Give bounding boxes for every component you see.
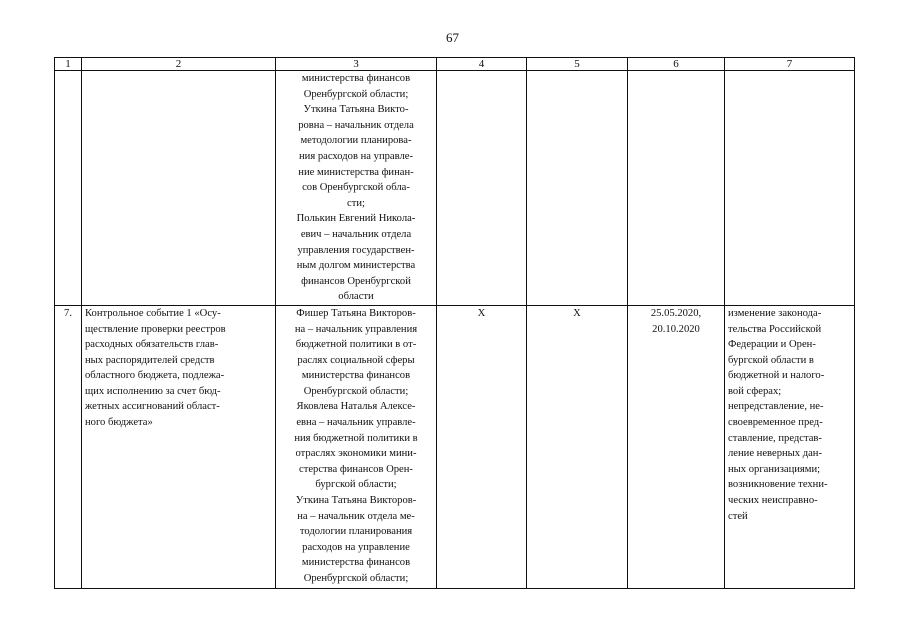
text-line: щих исполнению за счет бюд- (85, 385, 221, 397)
column-header-5: 5 (527, 58, 628, 71)
cell-continuation-col6 (628, 71, 725, 306)
text-line: Оренбургской области; (303, 385, 409, 397)
text-line: своевременное пред- (728, 417, 823, 429)
text-line: министерства финансов (301, 370, 411, 382)
text-line: евна – начальник управле- (296, 417, 416, 429)
text-line: бюджетной и налого- (728, 370, 825, 382)
text-line: вой сферах; (728, 385, 782, 397)
text-line: бургской области; (315, 479, 397, 491)
text-line: ния расходов на управле- (298, 150, 413, 162)
date-line: 25.05.2020, (650, 307, 702, 319)
cell-responsible (276, 305, 437, 588)
page-number: 67 (446, 30, 459, 45)
table-row-7 (55, 305, 855, 588)
text-line: сти; (347, 197, 365, 209)
text-line: области (338, 291, 374, 303)
text-line: Контрольное событие 1 «Осу- (85, 307, 221, 319)
cell-dates (628, 305, 725, 588)
text-line: ровна – начальник отдела (298, 119, 414, 131)
text-line: ществление проверки реестров (85, 323, 226, 335)
column-header-1: 1 (55, 58, 82, 71)
text-line: ных организациями; (728, 463, 821, 475)
text-line: финансов Оренбургской (301, 275, 411, 287)
column-header-7: 7 (725, 58, 855, 71)
text-line: непредставление, не- (728, 401, 824, 413)
cell-risks (725, 305, 855, 588)
text-line: изменение законода- (728, 307, 822, 319)
text-line: раслях социальной сферы (297, 354, 415, 366)
date-line: 20.10.2020 (652, 323, 700, 335)
cell-continuation-col4 (437, 71, 527, 306)
text-line: Фишер Татьяна Викторов- (296, 307, 416, 319)
text-line: методологии планирова- (300, 135, 412, 147)
text-line: расходных обязательств глав- (85, 339, 219, 351)
text-line: сов Оренбургской обла- (302, 182, 410, 194)
text-line: бургской области в (728, 354, 814, 366)
column-header-3: 3 (276, 58, 437, 71)
cell-control-event (82, 305, 276, 588)
text-line: Полькин Евгений Никола- (296, 213, 416, 225)
text-line: ставление, представ- (728, 432, 822, 444)
text-line: управления государствен- (297, 244, 415, 256)
cell-continuation-col7 (725, 71, 855, 306)
text-line: евич – начальник отдела (300, 228, 412, 240)
text-line: стерства финансов Орен- (299, 463, 413, 475)
text-line: министерства финансов (301, 73, 411, 84)
text-line: ния бюджетной политики в (294, 432, 418, 444)
text-line: отраслях экономики мини- (295, 448, 417, 460)
text-line: на – начальник управления (294, 323, 418, 335)
text-line: ление неверных дан- (728, 448, 823, 460)
text-line: расходов на управление (302, 541, 410, 553)
text-line: тельства Российской (728, 323, 822, 335)
text-line: ние министерства финан- (298, 166, 414, 178)
cell-continuation-col2 (82, 71, 276, 306)
text-line: ческих неисправно- (728, 495, 818, 507)
text-line: ного бюджета» (85, 417, 153, 429)
table-header-row (55, 58, 855, 71)
table-row-continuation (55, 71, 855, 306)
text-line: на – начальник отдела ме- (297, 510, 415, 522)
text-line: Яковлева Наталья Алексе- (296, 401, 416, 413)
text-line: ным долгом министерства (296, 260, 416, 272)
cell-continuation-responsible (276, 71, 437, 306)
text-line: Оренбургской области; (303, 573, 409, 584)
cell-col4-mark: Х (437, 305, 527, 588)
text-line: Уткина Татьяна Викторов- (295, 495, 417, 507)
text-line: ных распорядителей средств (85, 354, 215, 366)
cell-row-number: 7. (55, 305, 82, 588)
text-line: возникновение техни- (728, 479, 828, 491)
column-header-6: 6 (628, 58, 725, 71)
column-header-2: 2 (82, 58, 276, 71)
cell-continuation-col1 (55, 71, 82, 306)
text-line: стей (728, 510, 748, 522)
text-line: бюджетной политики в от- (295, 339, 417, 351)
text-line: тодологии планирования (299, 526, 413, 538)
cell-col5-mark: Х (527, 305, 628, 588)
text-line: жетных ассигнований област- (85, 401, 220, 413)
cell-continuation-col5 (527, 71, 628, 306)
text-line: областного бюджета, подлежа- (85, 370, 225, 382)
document-table (54, 57, 855, 589)
text-line: Оренбургской области; (303, 88, 409, 100)
text-line: Уткина Татьяна Викто- (303, 104, 409, 116)
text-line: министерства финансов (301, 557, 411, 569)
column-header-4: 4 (437, 58, 527, 71)
text-line: Федерации и Орен- (728, 339, 816, 351)
